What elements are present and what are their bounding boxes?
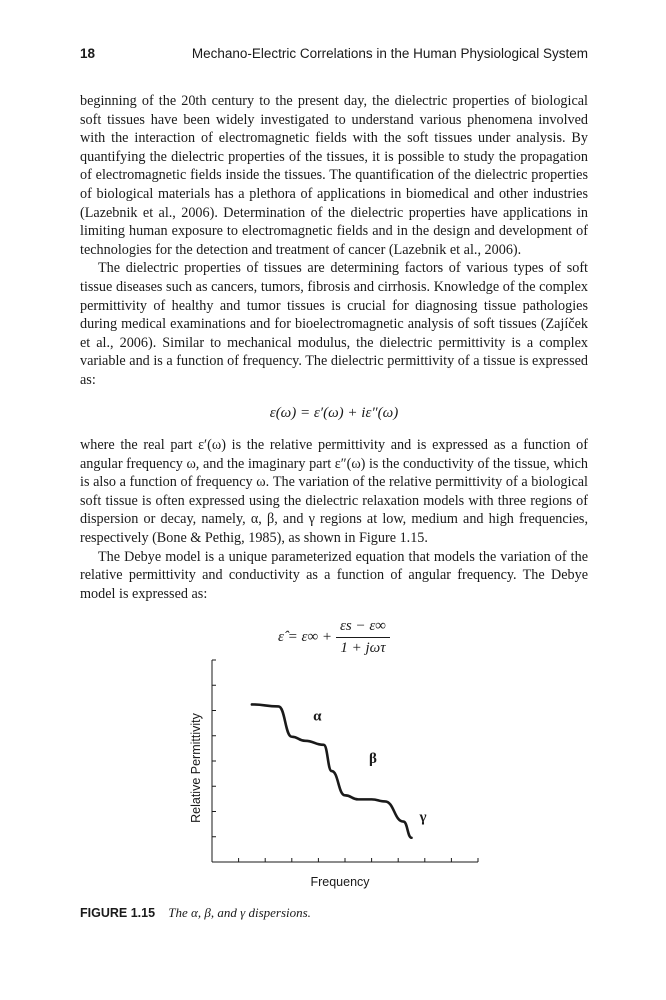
- chart-axes: [212, 660, 478, 862]
- y-axis-label: Relative Permittivity: [189, 713, 203, 823]
- permittivity-curve: [252, 704, 412, 837]
- paragraph-2: The dielectric properties of tissues are determining factors of various types of soft tissue diseases such as cancers, tumors, fibrosis and cirrhosis. Knowledge of the complex permittivity of healthy and tumor tissues is crucial for diagnosing tissue pathologies during medical examinations and for bioelectromagnetic analysis of soft tissues (Zajíček et al., 2006). Similar to mechanical modulus, the dielectric permittivity is a complex variable and is a function of frequency. The dielectric permittivity of a tissue is expressed as:: [80, 260, 588, 388]
- body-text: [80, 92, 588, 658]
- page-number: 18: [80, 46, 96, 61]
- figure-caption: [80, 905, 311, 921]
- figure-label: FIGURE 1.15: [80, 906, 156, 920]
- debye-denominator: 1 + jωτ: [340, 640, 386, 657]
- debye-fraction: [336, 617, 390, 657]
- debye-numerator: εs − ε∞: [336, 617, 390, 638]
- debye-lhs: ε̂ = ε∞ +: [278, 629, 333, 646]
- paragraph-1: beginning of the 20th century to the present day, the dielectric properties of biological soft tissues have been widely investigated to understand various phenomena involved with the interaction of electromagnetic fields with the soft tissues under analysis. By quantifying the dielectric properties of the tissues, it is possible to study the propagation of electromagnetic fields inside the tissues. The quantification of the dielectric properties of biological materials has a plethora of applications in biomedical and other industries (Lazebnik et al., 2006). Determination of the dielectric properties have applications in limiting human exposure to electromagnetic fields and in the design and development of technologies for the detection and treatment of cancer (Lazebnik et al., 2006).: [80, 93, 588, 258]
- dispersion-figure: [180, 656, 490, 896]
- permittivity-equation: ε(ω) = ε′(ω) + iε″(ω): [269, 404, 399, 421]
- x-axis-label: Frequency: [310, 875, 370, 889]
- annotation-2: β: [368, 751, 377, 768]
- annotation-1: α: [313, 708, 322, 725]
- figure-caption-text: The α, β, and γ dispersions.: [168, 905, 311, 920]
- running-head: Mechano-Electric Correlations in the Human Physiological System: [191, 46, 588, 61]
- annotation-3: γ: [419, 809, 427, 826]
- paragraph-4: The Debye model is a unique parameterized equation that models the variation of the relative permittivity and conductivity as a function of angular frequency. The Debye model is expressed as:: [80, 548, 588, 602]
- debye-equation: [80, 617, 588, 657]
- paragraph-3: where the real part ε′(ω) is the relative permittivity and is expressed as a function of angular frequency ω, and the imaginary part ε″(ω) is the conductivity of the tissue, which is also a function of frequency ω. The variation of the relative permittivity of a biological soft tissue is often expressed using the dielectric relaxation models with three regions of dispersion or decay, namely, α, β, and γ regions at low, medium and high frequencies, respectively (Bone & Pethig, 1985), as shown in Figure 1.15.: [80, 437, 588, 547]
- page-header: [80, 46, 588, 68]
